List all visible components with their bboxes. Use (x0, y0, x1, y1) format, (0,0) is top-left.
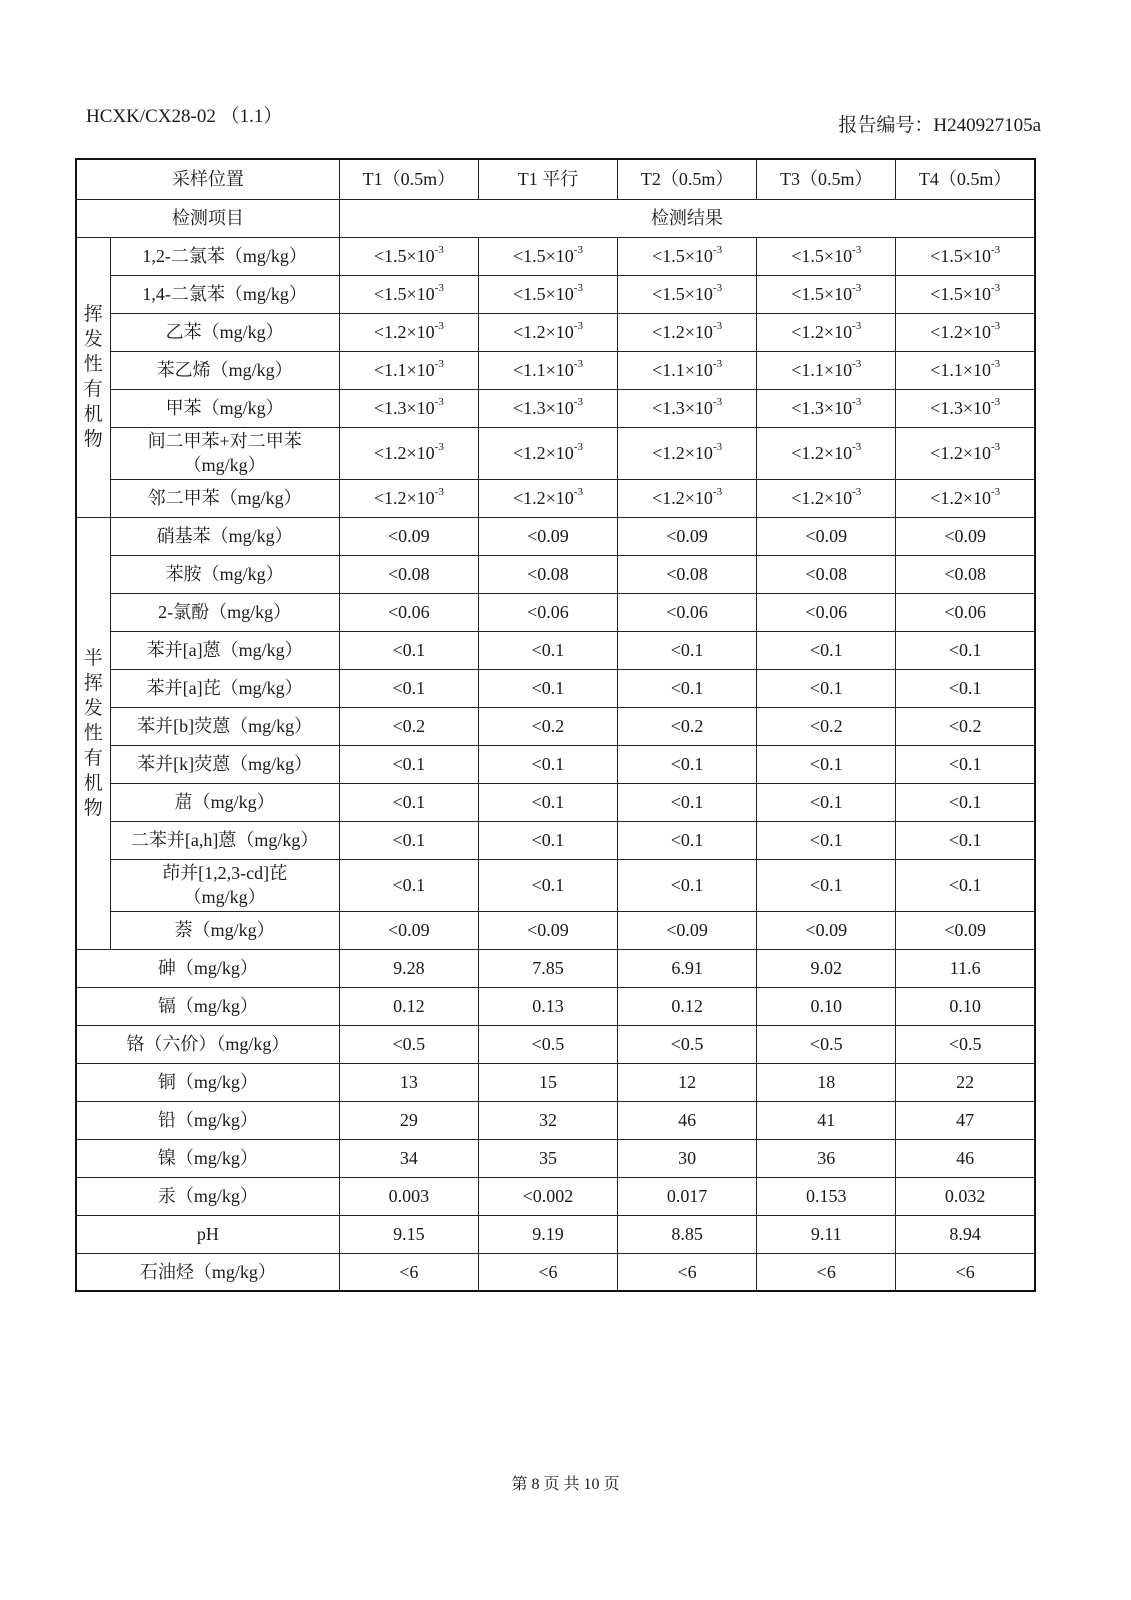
result-value: $<1.2\times 10^{-3}$ (339, 479, 478, 517)
result-value: <6 (478, 1253, 617, 1291)
result-value: 47 (896, 1101, 1035, 1139)
result-value: 0.153 (757, 1177, 896, 1215)
result-value: <0.09 (618, 911, 757, 949)
result-value: $<1.2\times 10^{-3}$ (618, 427, 757, 479)
result-value: <0.08 (757, 555, 896, 593)
sampling-position-label: 采样位置 (76, 159, 339, 199)
table-row (76, 427, 1035, 479)
result-value: <0.08 (339, 555, 478, 593)
result-value: <0.09 (339, 517, 478, 555)
report-number: 报告编号：H240927105a (838, 115, 1041, 136)
result-value: <0.1 (618, 859, 757, 911)
column-header: T1（0.5m） (339, 159, 478, 199)
result-value: $<1.5\times 10^{-3}$ (896, 237, 1035, 275)
result-value: <0.08 (618, 555, 757, 593)
result-value: <0.1 (618, 783, 757, 821)
result-value: <0.09 (618, 517, 757, 555)
result-value: 9.19 (478, 1215, 617, 1253)
test-item: 二苯并[a,h]蒽（mg/kg） (110, 821, 339, 859)
category-label: 挥 发 性 有 机 物 (76, 237, 110, 517)
results-table (75, 158, 1036, 1292)
result-value: <0.1 (757, 669, 896, 707)
table-row (76, 555, 1035, 593)
result-value: <0.09 (896, 517, 1035, 555)
result-value: <0.1 (618, 745, 757, 783)
table-row (76, 593, 1035, 631)
test-item: 茚并[1,2,3-cd]芘 （mg/kg） (110, 859, 339, 911)
result-value: 9.11 (757, 1215, 896, 1253)
table-row (76, 707, 1035, 745)
test-item: 苯乙烯（mg/kg） (110, 351, 339, 389)
result-value: 0.10 (896, 987, 1035, 1025)
result-value: $<1.1\times 10^{-3}$ (757, 351, 896, 389)
table-row (76, 987, 1035, 1025)
table-row (76, 1063, 1035, 1101)
test-item: 䓛（mg/kg） (110, 783, 339, 821)
result-value: $<1.2\times 10^{-3}$ (757, 479, 896, 517)
table-row (76, 859, 1035, 911)
result-value: <0.1 (896, 745, 1035, 783)
result-value: $<1.2\times 10^{-3}$ (478, 313, 617, 351)
result-value: $<1.1\times 10^{-3}$ (478, 351, 617, 389)
result-value: $<1.1\times 10^{-3}$ (896, 351, 1035, 389)
result-value: <0.2 (896, 707, 1035, 745)
result-value: <0.002 (478, 1177, 617, 1215)
result-value: <0.06 (478, 593, 617, 631)
table-row (76, 949, 1035, 987)
test-item: 1,2-二氯苯（mg/kg） (110, 237, 339, 275)
result-value: 30 (618, 1139, 757, 1177)
result-value: $<1.2\times 10^{-3}$ (757, 313, 896, 351)
result-value: <0.1 (757, 631, 896, 669)
result-value: <0.1 (478, 859, 617, 911)
result-value: 46 (618, 1101, 757, 1139)
result-value: <0.1 (618, 821, 757, 859)
table-row (76, 313, 1035, 351)
result-value: $<1.3\times 10^{-3}$ (757, 389, 896, 427)
result-value: 13 (339, 1063, 478, 1101)
result-value: 29 (339, 1101, 478, 1139)
result-value: $<1.5\times 10^{-3}$ (339, 237, 478, 275)
result-value: <0.1 (896, 631, 1035, 669)
table-row (76, 237, 1035, 275)
result-value: 8.85 (618, 1215, 757, 1253)
result-value: $<1.5\times 10^{-3}$ (478, 275, 617, 313)
test-item: 铅（mg/kg） (76, 1101, 339, 1139)
result-value: $<1.3\times 10^{-3}$ (896, 389, 1035, 427)
result-value: <0.09 (478, 517, 617, 555)
test-item: 汞（mg/kg） (76, 1177, 339, 1215)
result-value: <0.1 (757, 745, 896, 783)
table-row (76, 1177, 1035, 1215)
result-value: <0.06 (757, 593, 896, 631)
result-value: <0.1 (339, 669, 478, 707)
result-value: <0.1 (896, 859, 1035, 911)
results-table-container (75, 158, 1036, 1292)
column-header: T2（0.5m） (618, 159, 757, 199)
result-value: $<1.2\times 10^{-3}$ (896, 313, 1035, 351)
test-item-label: 检测项目 (76, 199, 339, 237)
result-value: <0.09 (757, 911, 896, 949)
test-item: 甲苯（mg/kg） (110, 389, 339, 427)
result-value: 8.94 (896, 1215, 1035, 1253)
result-value: <0.1 (339, 821, 478, 859)
result-value: <0.06 (339, 593, 478, 631)
result-value: $<1.2\times 10^{-3}$ (478, 427, 617, 479)
test-item: 苯胺（mg/kg） (110, 555, 339, 593)
result-value: 9.15 (339, 1215, 478, 1253)
test-item: 铜（mg/kg） (76, 1063, 339, 1101)
result-value: $<1.2\times 10^{-3}$ (618, 313, 757, 351)
result-value: <0.1 (478, 783, 617, 821)
result-value: $<1.5\times 10^{-3}$ (757, 275, 896, 313)
result-value: $<1.3\times 10^{-3}$ (478, 389, 617, 427)
result-value: 0.017 (618, 1177, 757, 1215)
document-code: HCXK/CX28-02 （1.1） (86, 106, 283, 127)
result-value: 18 (757, 1063, 896, 1101)
result-value: 36 (757, 1139, 896, 1177)
test-item: pH (76, 1215, 339, 1253)
test-item: 苯并[a]芘（mg/kg） (110, 669, 339, 707)
result-value: <0.1 (757, 821, 896, 859)
table-row (76, 745, 1035, 783)
result-value: 0.13 (478, 987, 617, 1025)
result-value: $<1.2\times 10^{-3}$ (896, 427, 1035, 479)
result-value: $<1.1\times 10^{-3}$ (339, 351, 478, 389)
test-item: 石油烃（mg/kg） (76, 1253, 339, 1291)
test-item: 砷（mg/kg） (76, 949, 339, 987)
test-item: 萘（mg/kg） (110, 911, 339, 949)
result-value: <0.1 (618, 669, 757, 707)
test-result-label: 检测结果 (339, 199, 1035, 237)
test-item: 苯并[b]荧蒽（mg/kg） (110, 707, 339, 745)
result-value: <0.1 (757, 859, 896, 911)
result-value: <0.5 (478, 1025, 617, 1063)
result-value: <6 (896, 1253, 1035, 1291)
result-value: <0.09 (757, 517, 896, 555)
result-value: <0.1 (339, 859, 478, 911)
result-value: 34 (339, 1139, 478, 1177)
result-value: <0.1 (478, 821, 617, 859)
result-value: 22 (896, 1063, 1035, 1101)
result-value: $<1.2\times 10^{-3}$ (618, 479, 757, 517)
result-value: <0.5 (618, 1025, 757, 1063)
result-value: 46 (896, 1139, 1035, 1177)
result-value: 15 (478, 1063, 617, 1101)
result-value: $<1.3\times 10^{-3}$ (339, 389, 478, 427)
table-row (76, 1139, 1035, 1177)
test-item: 铬（六价）（mg/kg） (76, 1025, 339, 1063)
result-value: <0.1 (478, 669, 617, 707)
table-row (76, 1215, 1035, 1253)
test-item: 苯并[k]荧蒽（mg/kg） (110, 745, 339, 783)
test-item: 镍（mg/kg） (76, 1139, 339, 1177)
result-value: 7.85 (478, 949, 617, 987)
result-value: <0.1 (478, 631, 617, 669)
result-value: <0.2 (757, 707, 896, 745)
result-value: $<1.2\times 10^{-3}$ (339, 313, 478, 351)
result-value: <6 (339, 1253, 478, 1291)
table-row (76, 1025, 1035, 1063)
table-row (76, 479, 1035, 517)
result-value: $<1.2\times 10^{-3}$ (478, 479, 617, 517)
result-value: 11.6 (896, 949, 1035, 987)
table-row (76, 783, 1035, 821)
result-value: $<1.3\times 10^{-3}$ (618, 389, 757, 427)
result-value: $<1.1\times 10^{-3}$ (618, 351, 757, 389)
result-value: <6 (757, 1253, 896, 1291)
result-value: <0.1 (339, 631, 478, 669)
table-row (76, 631, 1035, 669)
result-value: 0.12 (339, 987, 478, 1025)
result-value: 41 (757, 1101, 896, 1139)
result-value: <0.1 (339, 745, 478, 783)
test-item: 1,4-二氯苯（mg/kg） (110, 275, 339, 313)
result-value: 0.032 (896, 1177, 1035, 1215)
result-value: $<1.5\times 10^{-3}$ (478, 237, 617, 275)
table-row (76, 351, 1035, 389)
test-item: 镉（mg/kg） (76, 987, 339, 1025)
table-row (76, 389, 1035, 427)
table-row (76, 1101, 1035, 1139)
result-value: <0.2 (618, 707, 757, 745)
result-value: $<1.5\times 10^{-3}$ (618, 237, 757, 275)
test-item: 硝基苯（mg/kg） (110, 517, 339, 555)
test-item: 间二甲苯+对二甲苯 （mg/kg） (110, 427, 339, 479)
result-value: 9.28 (339, 949, 478, 987)
result-value: <0.08 (478, 555, 617, 593)
result-value: $<1.2\times 10^{-3}$ (339, 427, 478, 479)
result-value: <0.5 (757, 1025, 896, 1063)
result-value: <0.06 (618, 593, 757, 631)
result-value: <0.1 (896, 821, 1035, 859)
result-value: <0.1 (618, 631, 757, 669)
test-item: 2-氯酚（mg/kg） (110, 593, 339, 631)
result-value: 0.12 (618, 987, 757, 1025)
result-value: <0.06 (896, 593, 1035, 631)
header-row-items (76, 199, 1035, 237)
result-value: 6.91 (618, 949, 757, 987)
result-value: 0.003 (339, 1177, 478, 1215)
table-row (76, 1253, 1035, 1291)
result-value: <0.08 (896, 555, 1035, 593)
result-value: $<1.5\times 10^{-3}$ (896, 275, 1035, 313)
result-value: <6 (618, 1253, 757, 1291)
result-value: <0.09 (339, 911, 478, 949)
result-value: 0.10 (757, 987, 896, 1025)
column-header: T4（0.5m） (896, 159, 1035, 199)
result-value: 12 (618, 1063, 757, 1101)
result-value: <0.1 (757, 783, 896, 821)
page-footer: 第 8 页 共 10 页 (511, 1476, 620, 1493)
table-row (76, 517, 1035, 555)
result-value: <0.1 (896, 669, 1035, 707)
result-value: <0.2 (478, 707, 617, 745)
test-item: 邻二甲苯（mg/kg） (110, 479, 339, 517)
result-value: $<1.2\times 10^{-3}$ (896, 479, 1035, 517)
result-value: $<1.5\times 10^{-3}$ (757, 237, 896, 275)
category-label: 半 挥 发 性 有 机 物 (76, 517, 110, 949)
result-value: 32 (478, 1101, 617, 1139)
result-value: <0.5 (339, 1025, 478, 1063)
result-value: 35 (478, 1139, 617, 1177)
result-value: 9.02 (757, 949, 896, 987)
result-value: $<1.5\times 10^{-3}$ (618, 275, 757, 313)
table-row (76, 911, 1035, 949)
result-value: <0.1 (478, 745, 617, 783)
result-value: $<1.2\times 10^{-3}$ (757, 427, 896, 479)
test-item: 乙苯（mg/kg） (110, 313, 339, 351)
table-row (76, 275, 1035, 313)
result-value: <0.5 (896, 1025, 1035, 1063)
result-value: <0.1 (896, 783, 1035, 821)
result-value: <0.09 (478, 911, 617, 949)
result-value: <0.09 (896, 911, 1035, 949)
column-header: T3（0.5m） (757, 159, 896, 199)
table-row (76, 821, 1035, 859)
result-value: $<1.5\times 10^{-3}$ (339, 275, 478, 313)
result-value: <0.1 (339, 783, 478, 821)
header-row-sampling (76, 159, 1035, 199)
column-header: T1 平行 (478, 159, 617, 199)
result-value: <0.2 (339, 707, 478, 745)
table-row (76, 669, 1035, 707)
test-item: 苯并[a]蒽（mg/kg） (110, 631, 339, 669)
